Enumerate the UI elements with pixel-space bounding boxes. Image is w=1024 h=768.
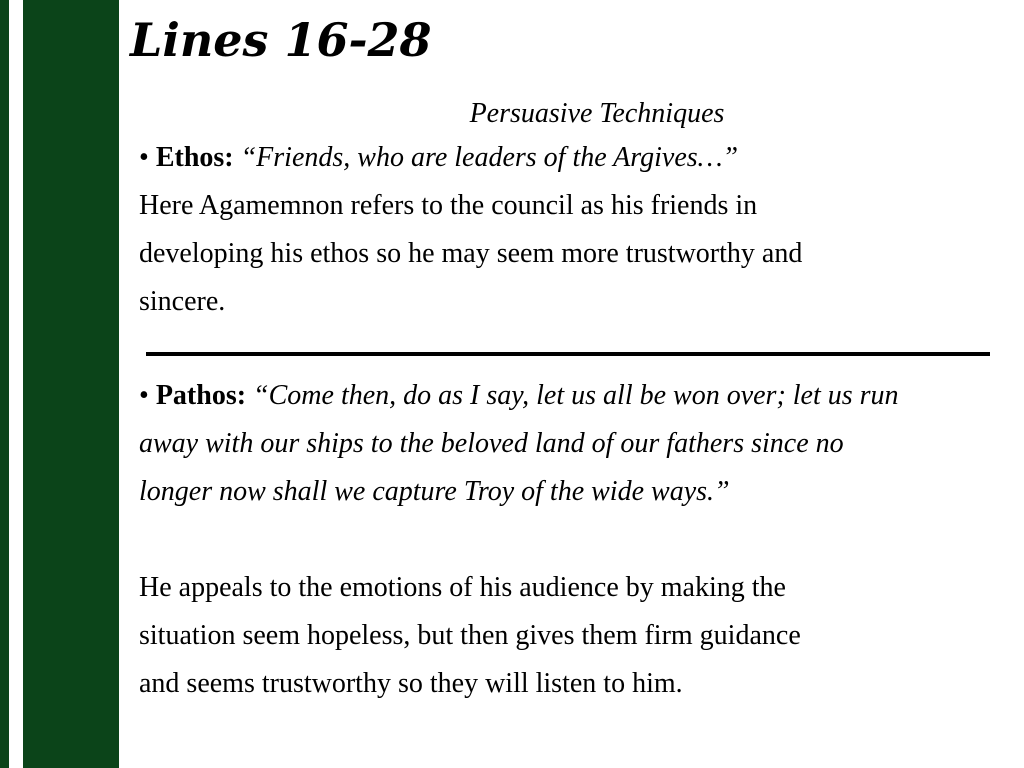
ethos-bullet xyxy=(139,134,1009,182)
section-heading-text: Persuasive Techniques xyxy=(469,98,725,129)
pathos-quote-line: “Come then, do as I say, let us all be won over; let us run xyxy=(253,380,899,411)
pathos-label: Pathos: xyxy=(155,380,247,411)
section-heading xyxy=(139,94,1024,134)
ethos-explanation-line: Here Agamemnon refers to the council as his friends in xyxy=(139,190,758,221)
sidebar-band xyxy=(23,0,119,768)
ethos-explanation-line: sincere. xyxy=(139,286,226,317)
sidebar-stripe-left xyxy=(0,0,9,768)
ethos-quote: “Friends, who are leaders of the Argives…” xyxy=(240,142,739,173)
ethos-explanation-line: developing his ethos so he may seem more trustworthy and xyxy=(139,238,803,269)
pathos-bullet xyxy=(139,372,1009,420)
pathos-quote-line: longer now shall we capture Troy of the wide ways.” xyxy=(139,476,730,507)
sidebar-stripe-white xyxy=(9,0,23,768)
slide-body xyxy=(139,94,1009,708)
pathos-explanation-line: He appeals to the emotions of his audience by making the xyxy=(139,572,786,603)
pathos-quote-line: away with our ships to the beloved land of our fathers since no xyxy=(139,428,844,459)
bullet-marker: • xyxy=(139,380,149,411)
pathos-explanation-line: and seems trustworthy so they will listen to him. xyxy=(139,668,683,699)
blank-line xyxy=(139,516,1009,564)
section-divider xyxy=(146,352,990,356)
pathos-explanation-line: situation seem hopeless, but then gives them firm guidance xyxy=(139,620,801,651)
bullet-marker: • xyxy=(139,142,149,173)
slide-title: Lines 16-28 xyxy=(130,13,432,67)
ethos-label: Ethos: xyxy=(155,142,234,173)
